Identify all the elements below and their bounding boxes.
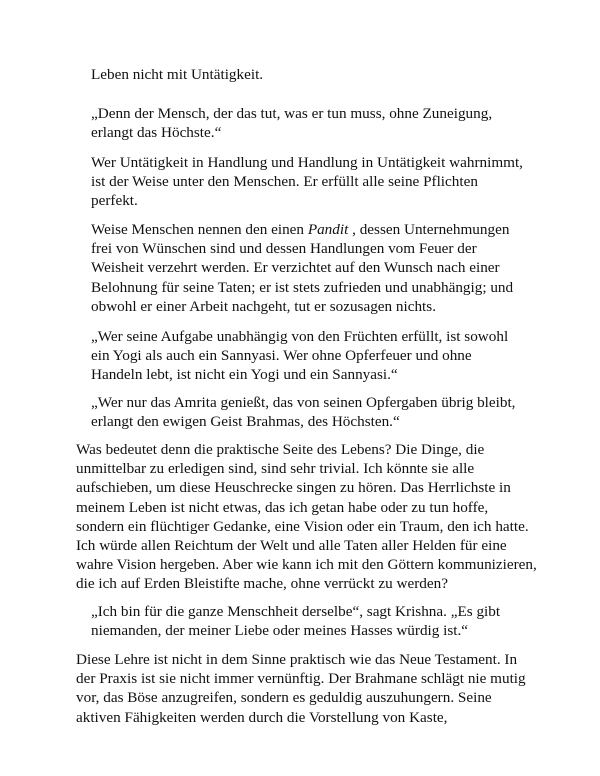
- paragraph-1: [91, 65, 571, 84]
- text-line: der Praxis ist sie nicht immer vernünftig. Der Brahmane schlägt nie mutig: [76, 670, 526, 688]
- paragraph-2-quote: [91, 104, 571, 142]
- text-line: frei von Wünschen sind und dessen Handlungen vom Feuer der: [91, 240, 477, 258]
- text-line: Handeln lebt, ist nicht ein Yogi und ein Sannyasi.“: [91, 366, 398, 384]
- text-line: sondern ein flüchtiger Gedanke, eine Vision oder ein Traum, den ich hatte.: [76, 517, 529, 535]
- paragraph-6-quote: [91, 393, 571, 431]
- text-line: Was bedeutet denn die praktische Seite des Lebens? Die Dinge, die: [76, 441, 485, 458]
- text-line: Leben nicht mit Untätigkeit.: [91, 66, 264, 83]
- paragraph-9: [76, 650, 576, 727]
- text-line: die ich auf Erden Bleistifte mache, ohne verrückt zu werden?: [76, 575, 448, 593]
- paragraph-5-quote: [91, 327, 571, 385]
- text-line: perfekt.: [91, 192, 138, 210]
- text-line: Diese Lehre ist nicht in dem Sinne praktisch wie das Neue Testament. In: [76, 651, 518, 668]
- text-line: meinem Leben ist nicht etwas, das ich getan habe oder zu tun hoffe,: [76, 498, 489, 516]
- text-line: Weisheit verzehrt werden. Er verzichtet auf den Wunsch nach einer: [91, 259, 500, 277]
- text-line: „Wer seine Aufgabe unabhängig von den Früchten erfüllt, ist sowohl: [91, 328, 509, 345]
- text-line: aufschieben, um diese Heuschrecke singen zu hören. Das Herrlichste in: [76, 479, 511, 497]
- text-line: erlangt das Höchste.“: [91, 124, 222, 142]
- text-fragment: , dessen Unternehmungen: [348, 221, 510, 238]
- text-line: erlangt den ewigen Geist Brahmas, des Höchsten.“: [91, 413, 400, 431]
- text-line: „Wer nur das Amrita genießt, das von seinen Opfergaben übrig bleibt,: [91, 394, 516, 411]
- text-line: wahre Vision hergeben. Aber wie kann ich mit den Göttern kommunizieren,: [76, 556, 537, 574]
- pandit-term: Pandit: [307, 221, 349, 238]
- paragraph-7: [76, 440, 576, 594]
- text-line: [91, 220, 571, 239]
- text-line: Ich würde allen Reichtum der Welt und alle Taten aller Helden für eine: [76, 537, 507, 555]
- paragraph-3: [91, 153, 571, 211]
- text-line: Wer Untätigkeit in Handlung und Handlung in Untätigkeit wahrnimmt,: [91, 154, 523, 171]
- text-line: niemanden, der meiner Liebe oder meines Hasses würdig ist.“: [91, 622, 469, 640]
- text-line: „Ich bin für die ganze Menschheit derselbe“, sagt Krishna. „Es gibt: [91, 603, 501, 620]
- text-line: unmittelbar zu erledigen sind, sind sehr trivial. Ich könnte sie alle: [76, 460, 475, 478]
- text-line: vor, das Böse anzugreifen, sondern es geduldig auszuhungern. Seine: [76, 689, 492, 707]
- text-line: Belohnung für seine Taten; er ist stets zufrieden und unabhängig; und: [91, 278, 514, 296]
- paragraph-8-quote: [91, 602, 571, 640]
- text-line: ein Yogi als auch ein Sannyasi. Wer ohne Opferfeuer und ohne: [91, 347, 472, 365]
- text-line: obwohl er einer Arbeit nachgeht, tut er sozusagen nichts.: [91, 297, 436, 315]
- text-line: aktiven Fähigkeiten werden durch die Vorstellung von Kaste,: [76, 708, 448, 726]
- paragraph-4: [91, 220, 571, 316]
- text-line: ist der Weise unter den Menschen. Er erfüllt alle seine Pflichten: [91, 173, 478, 191]
- text-line: „Denn der Mensch, der das tut, was er tun muss, ohne Zuneigung,: [91, 105, 493, 122]
- text-fragment: Weise Menschen nennen den einen: [91, 221, 308, 238]
